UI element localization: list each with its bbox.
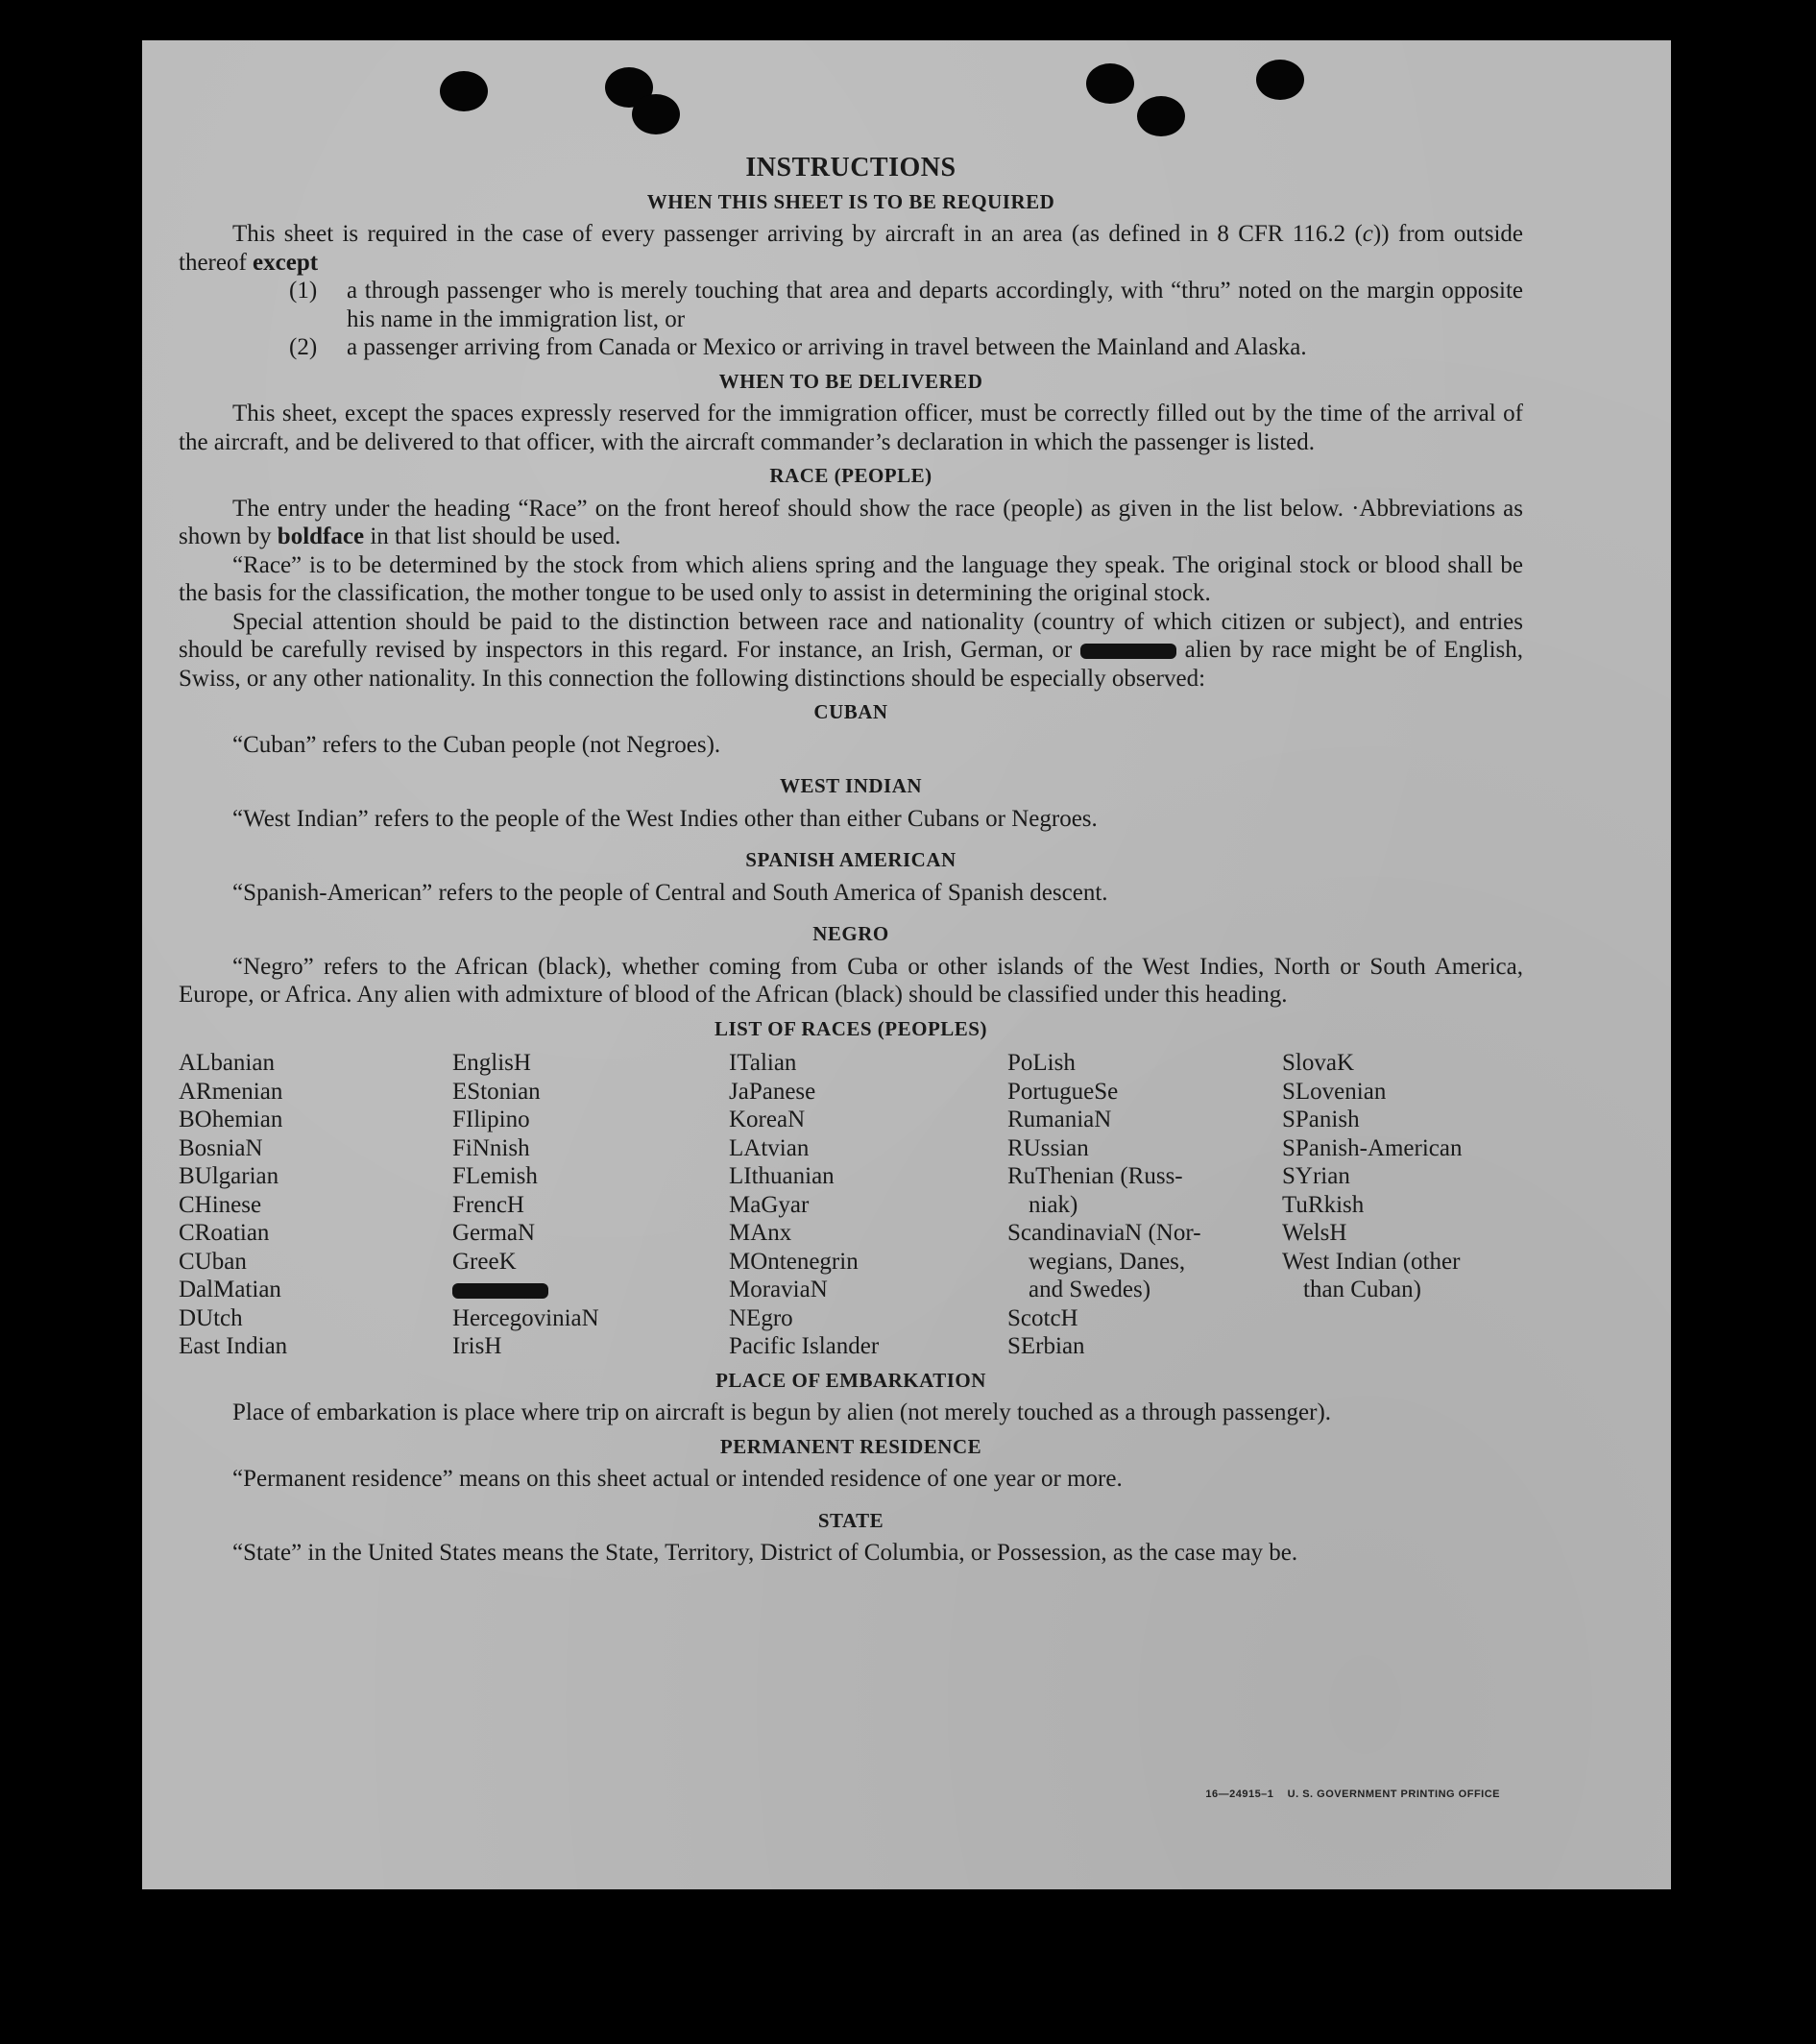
race-entry: RuThenian (Russ- <box>1007 1163 1183 1189</box>
cuban-text: “Cuban” refers to the Cuban people (not Negroes). <box>232 731 721 758</box>
race-entry: LAtvian <box>729 1134 810 1161</box>
west-indian-text: “West Indian” refers to the people of the West Indies other than either Cubans or Negroes. <box>232 805 1098 832</box>
race-entry-continued: and Swedes) <box>1029 1277 1151 1302</box>
race-entry: SLovenian <box>1282 1078 1387 1105</box>
races-column-5 <box>1282 1049 1522 1361</box>
document-body <box>179 154 1523 1568</box>
state-text: “State” in the United States means the State, Territory, District of Columbia, or Possession, as the case may be. <box>232 1540 1298 1566</box>
race-entry: RumaniaN <box>1007 1107 1112 1132</box>
item-text: a through passenger who is merely touching that area and departs accordingly, with “thru” noted on the margin opposite his name in the immigration list, or <box>347 278 1523 332</box>
race-entry: GermaN <box>452 1220 536 1246</box>
race-entry: FLemish <box>452 1163 538 1189</box>
printer-footer <box>1205 1788 1500 1800</box>
heading-west-indian: WEST INDIAN <box>779 774 923 797</box>
punch-hole <box>1256 60 1304 100</box>
race-entry: MOntenegrin <box>729 1248 859 1275</box>
race-entry-continued: niak) <box>1029 1191 1078 1218</box>
race-entry: MAnx <box>729 1220 792 1246</box>
race-entry-continued: than Cuban) <box>1303 1277 1421 1302</box>
required-intro <box>179 220 1523 277</box>
race-entry: CUban <box>179 1248 247 1275</box>
heading-state: STATE <box>817 1508 884 1532</box>
race-entry: FiNnish <box>452 1134 530 1161</box>
race-entry: FrencH <box>452 1191 524 1218</box>
race-entry: NEgro <box>729 1304 793 1331</box>
punch-hole <box>440 71 488 111</box>
printer-name: U. S. GOVERNMENT PRINTING OFFICE <box>1287 1788 1500 1800</box>
heading-when-delivered: WHEN TO BE DELIVERED <box>718 369 983 393</box>
race-entry: CRoatian <box>179 1220 270 1246</box>
races-table <box>179 1049 1523 1361</box>
page-title: INSTRUCTIONS <box>745 153 956 182</box>
race-p3-text-b: alien by race might be of English, Swiss, or any other nationality. In this connection the following distinctions should be especially observed: <box>179 637 1524 692</box>
race-paragraph-1 <box>179 495 1523 551</box>
race-entry: WelsH <box>1282 1220 1347 1246</box>
race-entry: DalMatian <box>179 1277 281 1302</box>
race-p1-bold: boldface <box>277 523 365 549</box>
race-entry: SPanish-American <box>1282 1134 1463 1161</box>
required-intro-text-b: )) from outside thereof <box>179 221 1524 276</box>
race-p1-text-a: The entry under the heading “Race” on the front hereof should show the race (people) as given in the list below. ·Abbreviations as shown by <box>179 495 1523 549</box>
race-entry-redacted <box>452 1276 729 1304</box>
heading-list-of-races: LIST OF RACES (PEOPLES) <box>714 1016 987 1040</box>
race-entry: LIthuanian <box>729 1163 835 1189</box>
form-code: 16—24915–1 <box>1205 1788 1274 1800</box>
race-entry: MoraviaN <box>729 1277 828 1302</box>
race-entry: EStonian <box>452 1078 541 1105</box>
embarkation-text: Place of embarkation is place where trip on aircraft is begun by alien (not merely touched as a through passenger). <box>232 1399 1332 1425</box>
punch-hole <box>632 94 680 134</box>
heading-permanent-residence: PERMANENT RESIDENCE <box>719 1434 982 1458</box>
race-entry: SErbian <box>1007 1333 1085 1359</box>
race-entry: ScotcH <box>1007 1304 1078 1331</box>
item-number: (1) <box>289 278 318 304</box>
race-paragraph-2: “Race” is to be determined by the stock from which aliens spring and the language they speak. The original stock or blood shall be the basis for the classification, the mother tongue to be used only to assist in determining the original stock. <box>179 551 1523 606</box>
race-entry: GreeK <box>452 1248 517 1275</box>
race-entry: FIlipino <box>452 1107 530 1132</box>
heading-race: RACE (PEOPLE) <box>769 464 932 487</box>
race-entry: SPanish <box>1282 1107 1360 1132</box>
races-column-3 <box>729 1049 1007 1361</box>
race-entry-continued: wegians, Danes, <box>1029 1248 1186 1275</box>
race-entry: SYrian <box>1282 1163 1350 1189</box>
race-entry: JaPanese <box>729 1078 816 1105</box>
race-entry: ARmenian <box>179 1078 283 1105</box>
race-entry: BOhemian <box>179 1107 283 1132</box>
redaction-mark <box>452 1283 548 1299</box>
required-intro-except: except <box>253 249 319 276</box>
required-item-1 <box>289 277 1523 333</box>
race-entry: IrisH <box>452 1333 502 1359</box>
heading-embarkation: PLACE OF EMBARKATION <box>715 1368 986 1392</box>
heading-when-required: WHEN THIS SHEET IS TO BE REQUIRED <box>646 189 1055 213</box>
race-entry: CHinese <box>179 1191 262 1218</box>
spanish-american-text: “Spanish-American” refers to the people of Central and South America of Spanish descent. <box>232 879 1108 906</box>
race-entry: EnglisH <box>452 1050 531 1076</box>
negro-text: “Negro” refers to the African (black), whether coming from Cuba or other islands of the West Indies, North or South America, Europe, or Africa. Any alien with admixture of blood of the African (black) should be classified under this heading. <box>179 953 1523 1008</box>
document-sheet <box>142 40 1671 1889</box>
required-intro-text-a: This sheet is required in the case of every passenger arriving by aircraft in an area (as defined in 8 CFR 116.2 ( <box>232 221 1363 247</box>
race-entry: KoreaN <box>729 1107 806 1132</box>
item-text: a passenger arriving from Canada or Mexico or arriving in travel between the Mainland and Alaska. <box>347 334 1307 360</box>
delivered-text: This sheet, except the spaces expressly reserved for the immigration officer, must be correctly filled out by the time of the arrival of the aircraft, and be delivered to that officer, with the aircraft commander’s declaration in which the passenger is listed. <box>179 401 1523 455</box>
heading-cuban: CUBAN <box>813 700 888 723</box>
race-entry: BUlgarian <box>179 1163 279 1189</box>
race-p3-text-a: Special attention should be paid to the distinction between race and nationality (country of which citizen or subject), and entries should be carefully revised by inspectors in this regard. For instance, an Irish, German, or <box>179 608 1523 663</box>
race-paragraph-3 <box>179 608 1523 694</box>
race-entry: MaGyar <box>729 1191 810 1218</box>
race-entry: SlovaK <box>1282 1050 1354 1076</box>
race-entry: RUssian <box>1007 1134 1089 1161</box>
race-entry: West Indian (other <box>1282 1248 1461 1275</box>
punch-hole <box>1137 96 1185 136</box>
race-entry: Pacific Islander <box>729 1333 880 1359</box>
race-p1-text-b: in that list should be used. <box>364 523 621 549</box>
heading-negro: NEGRO <box>812 922 889 945</box>
race-entry: ScandinaviaN (Nor- <box>1007 1220 1201 1246</box>
redaction-mark <box>1080 644 1176 659</box>
heading-spanish-american: SPANISH AMERICAN <box>745 848 956 871</box>
punch-hole <box>1086 63 1134 104</box>
race-entry: ITalian <box>729 1050 797 1076</box>
required-item-2 <box>289 333 1523 362</box>
race-entry: PortugueSe <box>1007 1078 1119 1105</box>
race-entry: ALbanian <box>179 1050 275 1076</box>
race-entry: TuRkish <box>1282 1191 1365 1218</box>
race-entry: East Indian <box>179 1333 288 1359</box>
required-intro-italic: c <box>1362 221 1373 247</box>
race-entry: DUtch <box>179 1304 243 1331</box>
item-number: (2) <box>289 334 318 360</box>
race-entry: HercegoviniaN <box>452 1304 599 1331</box>
race-entry: PoLish <box>1007 1050 1076 1076</box>
races-column-4 <box>1007 1049 1282 1361</box>
races-column-2 <box>452 1049 729 1361</box>
residence-text: “Permanent residence” means on this sheet actual or intended residence of one year or more. <box>232 1466 1123 1492</box>
race-entry: BosniaN <box>179 1134 263 1161</box>
races-column-1 <box>179 1049 452 1361</box>
